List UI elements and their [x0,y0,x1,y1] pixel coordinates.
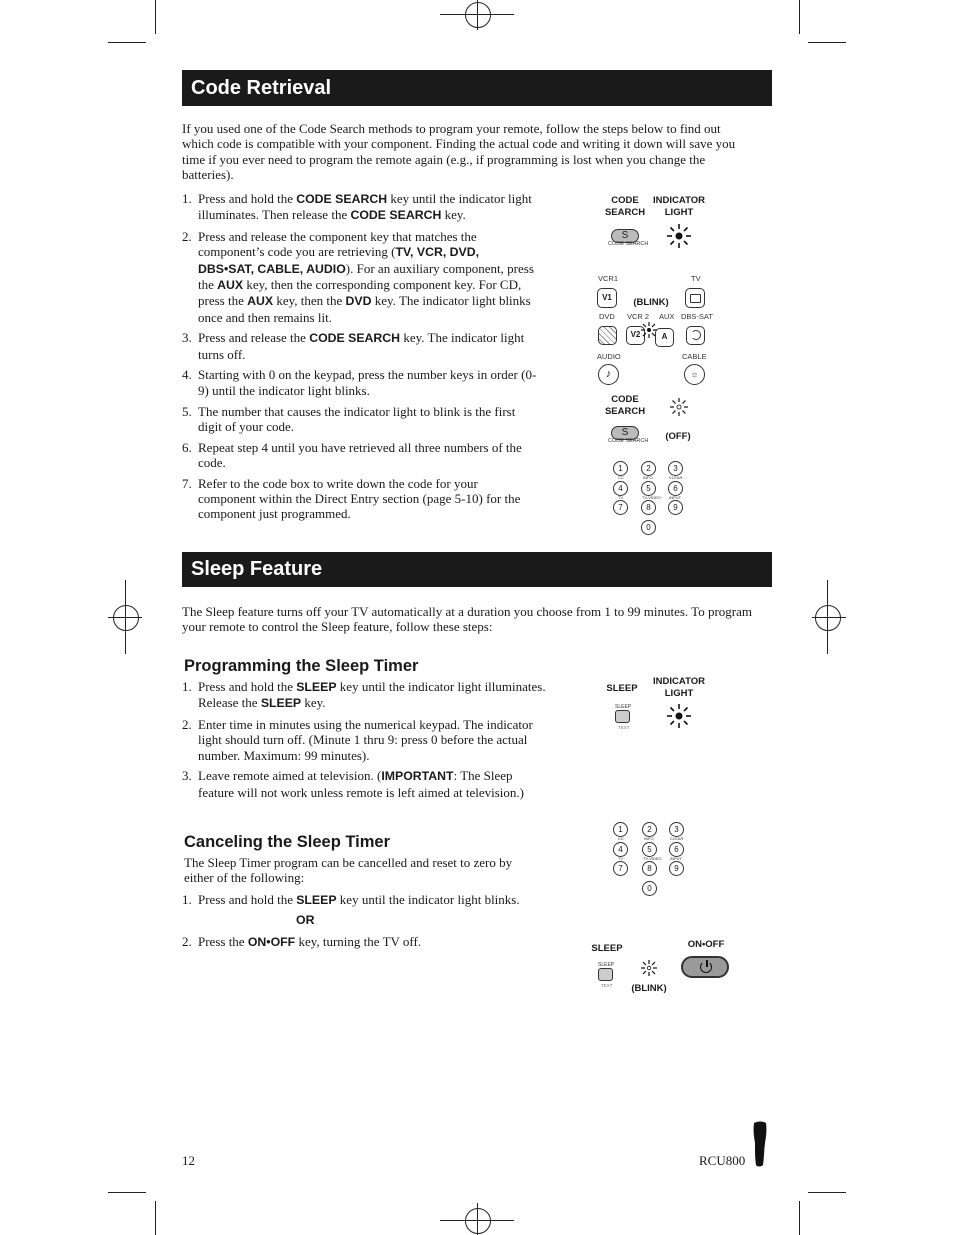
tv-label: TV [691,274,701,283]
key-7: 7 [613,500,628,515]
key-3: 3 [669,822,684,837]
page-number: 12 [182,1153,195,1168]
sleep-label: SLEEP [606,683,638,694]
registration-mark [113,605,139,631]
vcr2-label: VCR 2 [627,312,650,321]
or-separator: OR [296,913,315,927]
tv-icon [690,294,701,303]
on-off-key [681,956,729,978]
crop-mark [799,0,800,34]
crop-mark [155,1201,156,1235]
list-item: 6. Repeat step 4 until you have retrieved all three numbers of the code. [182,439,522,470]
sleep-key [598,968,613,981]
crop-mark [155,0,156,34]
code-retrieval-steps [182,191,537,527]
list-item: 2. Press and release the component key that matches the component’s code you are retrieving (TV, VCR, DVD, DBS•SAT, CABLE, AUDIO). For an auxiliary component, press the AUX key, then the corresponding component key. For CD, press the AUX key, then the DVD key. The indicator light blinks once and then remains lit. [182,229,534,325]
dvd-label: DVD [599,312,615,321]
vcr1-key: V1 [597,288,617,308]
registration-mark [815,605,841,631]
key-9: 9 [669,861,684,876]
key-4: 4 [613,842,628,857]
cable-key: ☼ [684,364,705,385]
key-0: 0 [642,881,657,896]
list-item: 5. The number that causes the indicator light to blink is the first digit of your code. [182,403,516,434]
key-2: 2 [641,461,656,476]
blink-indicator-icon [641,960,657,976]
key-3: 3 [668,461,683,476]
list-item: 7. Refer to the code box to write down the code for your component within the Direct Entry section (page 5-10) for the component just programmed. [182,475,521,522]
crop-mark [108,1192,146,1193]
keypad: 1 2 3 4 5 6 7 8 9 0 CC INFO CLEAR TV TV-VIDEO INPUT [608,820,688,905]
list-item: 1. Press and hold the CODE SEARCH key until the indicator light illuminates. Then release the CODE SEARCH key. [182,191,532,223]
sleep-key [615,710,630,723]
canceling-intro: The Sleep Timer program can be cancelled and reset to zero by either of the following: [184,855,513,886]
code-search-key: S [611,229,639,243]
crop-mark [108,42,146,43]
key-9: 9 [668,500,683,515]
aux-key: A [655,328,674,347]
blink-label: (BLINK) [631,983,667,994]
off-label: (OFF) [665,431,691,442]
vcr2-key: V2 [626,326,645,345]
key-7: 7 [613,861,628,876]
sleep-feature-intro: The Sleep feature turns off your TV automatically at a duration you choose from 1 to 99 minutes. To program your remote to control the Sleep feature, follow these steps: [182,604,752,635]
programming-heading: Programming the Sleep Timer [184,657,419,675]
code-search-label-2: CODE SEARCH [604,394,646,417]
list-item: 1. Press and hold the SLEEP key until the indicator light blinks. [182,892,520,907]
key-0: 0 [641,520,656,535]
key-5: 5 [642,842,657,857]
list-item: 1. Press and hold the SLEEP key until the indicator light illuminates. Release the SLEEP key. [182,679,546,711]
code-search-key-2: S [611,426,639,440]
indicator-light-label: INDICATOR LIGHT [653,195,705,218]
section-title-text: Code Retrieval [191,76,332,99]
key-4: 4 [613,481,628,496]
cable-label: CABLE [682,352,707,361]
sleep-label: SLEEP [591,943,623,954]
key-5: 5 [641,481,656,496]
list-item: 4. Starting with 0 on the keypad, press the number keys in order (0-9) until the indicator light blinks. [182,367,537,398]
list-item: 3. Press and release the CODE SEARCH key. The indicator light turns off. [182,330,525,362]
crop-mark [799,1201,800,1235]
section-title-sleep-feature [182,552,772,587]
indicator-light-label: INDICATOR LIGHT [653,676,705,699]
code-search-key-caption: CODE SEARCH [608,241,649,247]
list-item: 3. Leave remote aimed at television. (IMPORTANT: The Sleep feature will not work unless remote is left aimed at television.) [182,768,524,800]
key-6: 6 [669,842,684,857]
remote-silhouette-icon [752,1121,768,1167]
dbs-sat-label: DBS-SAT [681,312,713,321]
registration-mark [465,2,491,28]
crop-mark [808,42,846,43]
indicator-off-icon [670,398,688,416]
key-8: 8 [641,500,656,515]
audio-label: AUDIO [597,352,621,361]
key-6: 6 [668,481,683,496]
satellite-icon [691,330,701,340]
keypad: 1 2 3 4 5 6 7 8 9 0 CC INFO CLEAR TV TV-VIDEO INPUT [608,457,688,542]
crop-mark [808,1192,846,1193]
key-1: 1 [613,822,628,837]
tv-key [685,288,705,308]
key-2: 2 [642,822,657,837]
canceling-steps [182,892,562,914]
audio-key: ♪ [598,364,619,385]
section-title-text: Sleep Feature [191,558,323,580]
key-8: 8 [642,861,657,876]
programming-steps [182,679,550,806]
registration-mark [465,1208,491,1234]
aux-label: AUX [659,312,675,321]
list-item: 2. Press the ON•OFF key, turning the TV off. [182,934,422,949]
code-search-label: CODE SEARCH [604,195,646,218]
vcr1-label: VCR1 [598,274,619,283]
section-title-code-retrieval [182,70,772,106]
indicator-light-icon [666,703,692,729]
code-search-key-caption-2: CODE SEARCH [608,438,649,444]
list-item: 2. Enter time in minutes using the numerical keypad. The indicator light should turn off. (Minute 1 thru 9: press 0 before the actual number. Maximum: 99 minutes). [182,717,533,763]
dbs-sat-key [686,326,705,345]
canceling-heading: Canceling the Sleep Timer [184,833,391,851]
model-name: RCU800 [699,1153,746,1168]
key-1: 1 [613,461,628,476]
dvd-key [598,326,617,345]
indicator-light-icon [666,223,692,249]
onoff-label: ON•OFF [687,939,725,950]
blink-label: (BLINK) [633,297,669,308]
canceling-steps-2 [182,934,562,956]
code-retrieval-intro: If you used one of the Code Search methods to program your remote, follow the steps below to find out which code is compatible with your component. Finding the actual code and writing it down will save you time if you ever need to program the remote again (e.g., if programming is lost when you change the batteries). [182,121,736,182]
